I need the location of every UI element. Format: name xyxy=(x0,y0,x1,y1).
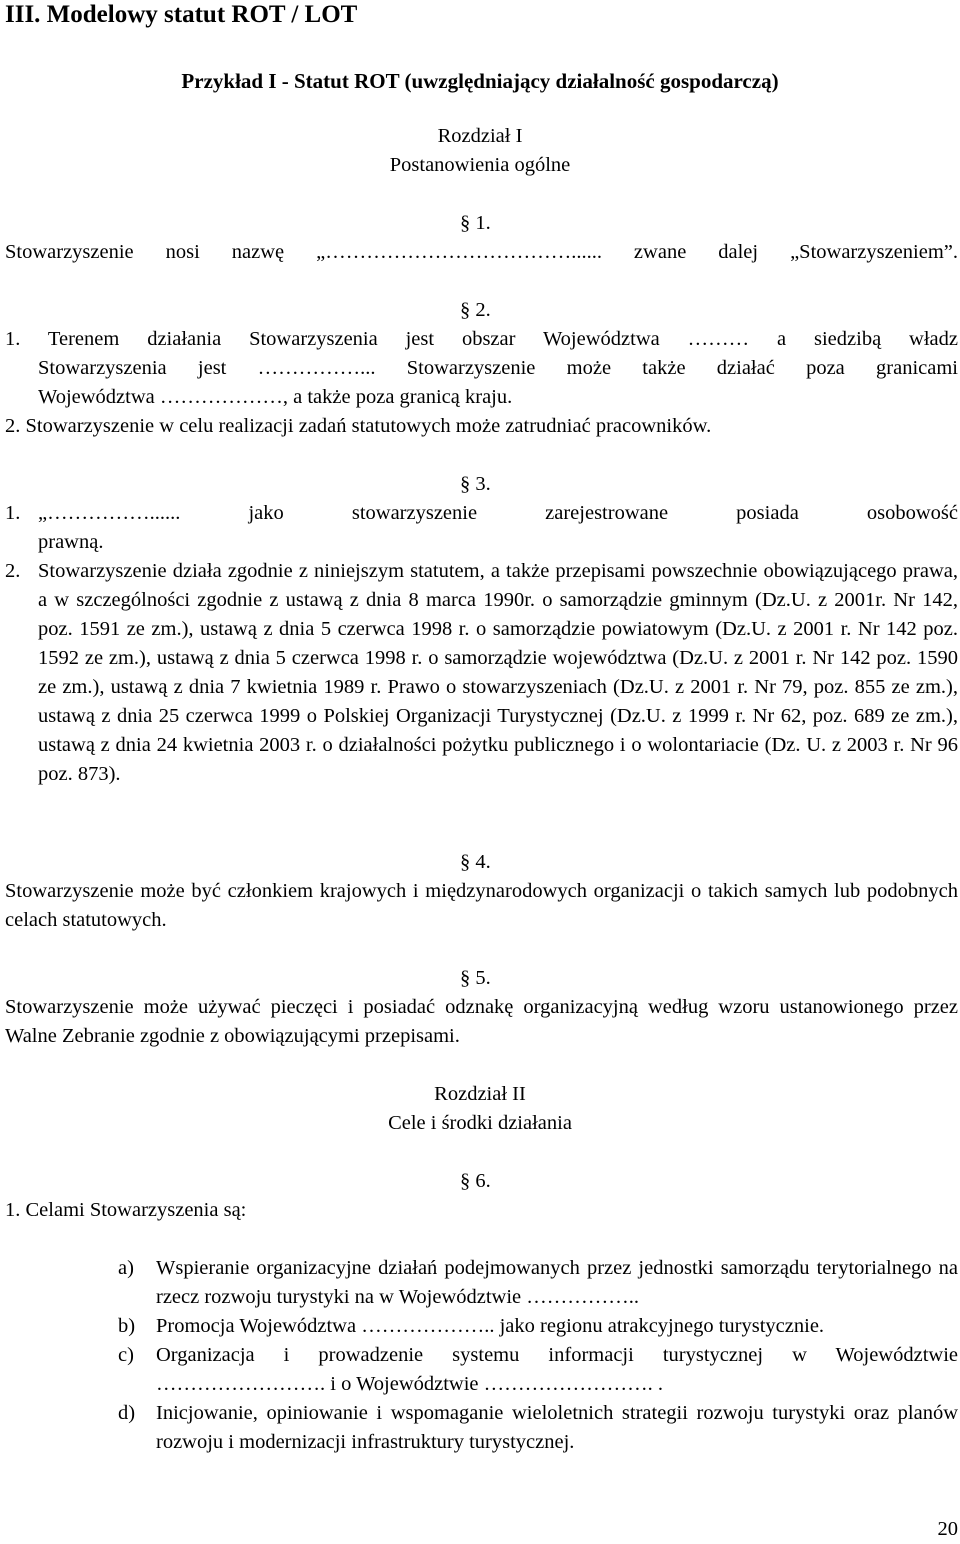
section-6-intro: 1. Celami Stowarzyszenia są: xyxy=(5,1199,247,1221)
section-6-mark: § 6. xyxy=(460,1170,491,1192)
section-3-p1-line-1: „……………...... jako stowarzyszenie zarejestrowane posiada osobowość xyxy=(38,502,958,524)
section-4-mark: § 4. xyxy=(460,851,491,873)
section-2-p1-line-3: Województwa ………………, a także poza granicą kraju. xyxy=(38,386,513,408)
list-item-marker: b) xyxy=(118,1315,136,1337)
list-item xyxy=(118,1254,958,1312)
section-5-mark: § 5. xyxy=(460,967,491,989)
list-item xyxy=(118,1399,958,1457)
list-item-text: Inicjowanie, opiniowanie i wspomaganie wieloletnich strategii rozwoju turystyki oraz planów rozwoju i modernizacji infrastruktury turystycznej. xyxy=(156,1402,958,1453)
section-6-goal-list xyxy=(118,1254,958,1457)
list-item-text: Organizacja i prowadzenie systemu informacji turystycznej w Województwie ……………………. i o Województwie ……………………. . xyxy=(156,1344,958,1395)
section-2-mark: § 2. xyxy=(460,299,491,321)
section-3-paragraph-1 xyxy=(5,499,958,557)
section-3-p1-line-2: prawną. xyxy=(38,531,104,553)
list-item xyxy=(118,1312,958,1341)
section-3-p2-number: 2. xyxy=(5,560,21,582)
document-subtitle: Przykład I - Statut ROT (uwzględniający działalność gospodarczą) xyxy=(181,69,779,93)
section-4-text: Stowarzyszenie może być członkiem krajowych i międzynarodowych organizacji o takich samych lub podobnych celach statutowych. xyxy=(5,880,958,931)
list-item-marker: c) xyxy=(118,1344,134,1366)
page-number: 20 xyxy=(937,1518,958,1540)
section-3-p1-number: 1. xyxy=(5,502,21,524)
chapter-2-name: Cele i środki działania xyxy=(388,1112,572,1134)
section-3-paragraph-2 xyxy=(5,557,958,789)
document-title: III. Modelowy statut ROT / LOT xyxy=(5,1,358,28)
section-3-mark: § 3. xyxy=(460,473,491,495)
section-1-mark: § 1. xyxy=(460,212,491,234)
section-5-text: Stowarzyszenie może używać pieczęci i posiadać odznakę organizacyjną według wzoru ustanowionego przez Walne Zebranie zgodnie z obowiązującymi przepisami. xyxy=(5,996,958,1047)
list-item xyxy=(118,1341,958,1399)
section-1-text: Stowarzyszenie nosi nazwę „………………………………...... zwane dalej „Stowarzyszeniem”. xyxy=(5,241,958,263)
section-2-paragraph-1 xyxy=(5,325,958,412)
section-2-paragraph-2: 2. Stowarzyszenie w celu realizacji zadań statutowych może zatrudniać pracowników. xyxy=(5,415,712,437)
chapter-2-label: Rozdział II xyxy=(434,1083,526,1105)
chapter-1-name: Postanowienia ogólne xyxy=(389,154,571,176)
chapter-1-label: Rozdział I xyxy=(437,125,523,147)
list-item-marker: d) xyxy=(118,1402,136,1424)
section-3-p2-text: Stowarzyszenie działa zgodnie z niniejszym statutem, a także przepisami powszechnie obowiązującego prawa, a w szczególności zgodnie z ustawą z dnia 8 marca 1990r. o samorządzie gminnym (Dz.U. z 2001r. Nr 142, poz. 1591 ze zm.), ustawą z dnia 5 czerwca 1998 r. o samorządzie powiatowym (Dz.U. z 2001 r. Nr 142 poz. 1592 ze zm.), ustawą z dnia 5 czerwca 1998 r. o samorządzie województwa (Dz.U. z 2001 r. Nr 142 poz. 1590 ze zm.), ustawą z dnia 7 kwietnia 1989 r. Prawo o stowarzyszeniach (Dz.U. z 2001 r. Nr 79, poz. 855 ze zm.), ustawą z dnia 25 czerwca 1999 o Polskiej Organizacji Turystycznej (Dz.U. z 1999 r. Nr 62, poz. 689 ze zm.), ustawą z dnia 24 kwietnia 2003 r. o działalności pożytku publicznego i o wolontariacie (Dz. U. z 2003 r. Nr 96 poz. 873). xyxy=(38,560,958,785)
list-item-marker: a) xyxy=(118,1257,134,1279)
section-2-p1-line-1: 1. Terenem działania Stowarzyszenia jest obszar Województwa ……… a siedzibą władz xyxy=(5,328,958,350)
section-2-p1-line-2: Stowarzyszenia jest ……………... Stowarzyszenie może także działać poza granicami xyxy=(38,357,958,379)
list-item-text: Promocja Województwa ……………….. jako regionu atrakcyjnego turystycznie. xyxy=(156,1315,825,1337)
list-item-text: Wspieranie organizacyjne działań podejmowanych przez jednostki samorządu terytorialnego na rzecz rozwoju turystyki na w Województwie …………….. xyxy=(156,1257,958,1308)
